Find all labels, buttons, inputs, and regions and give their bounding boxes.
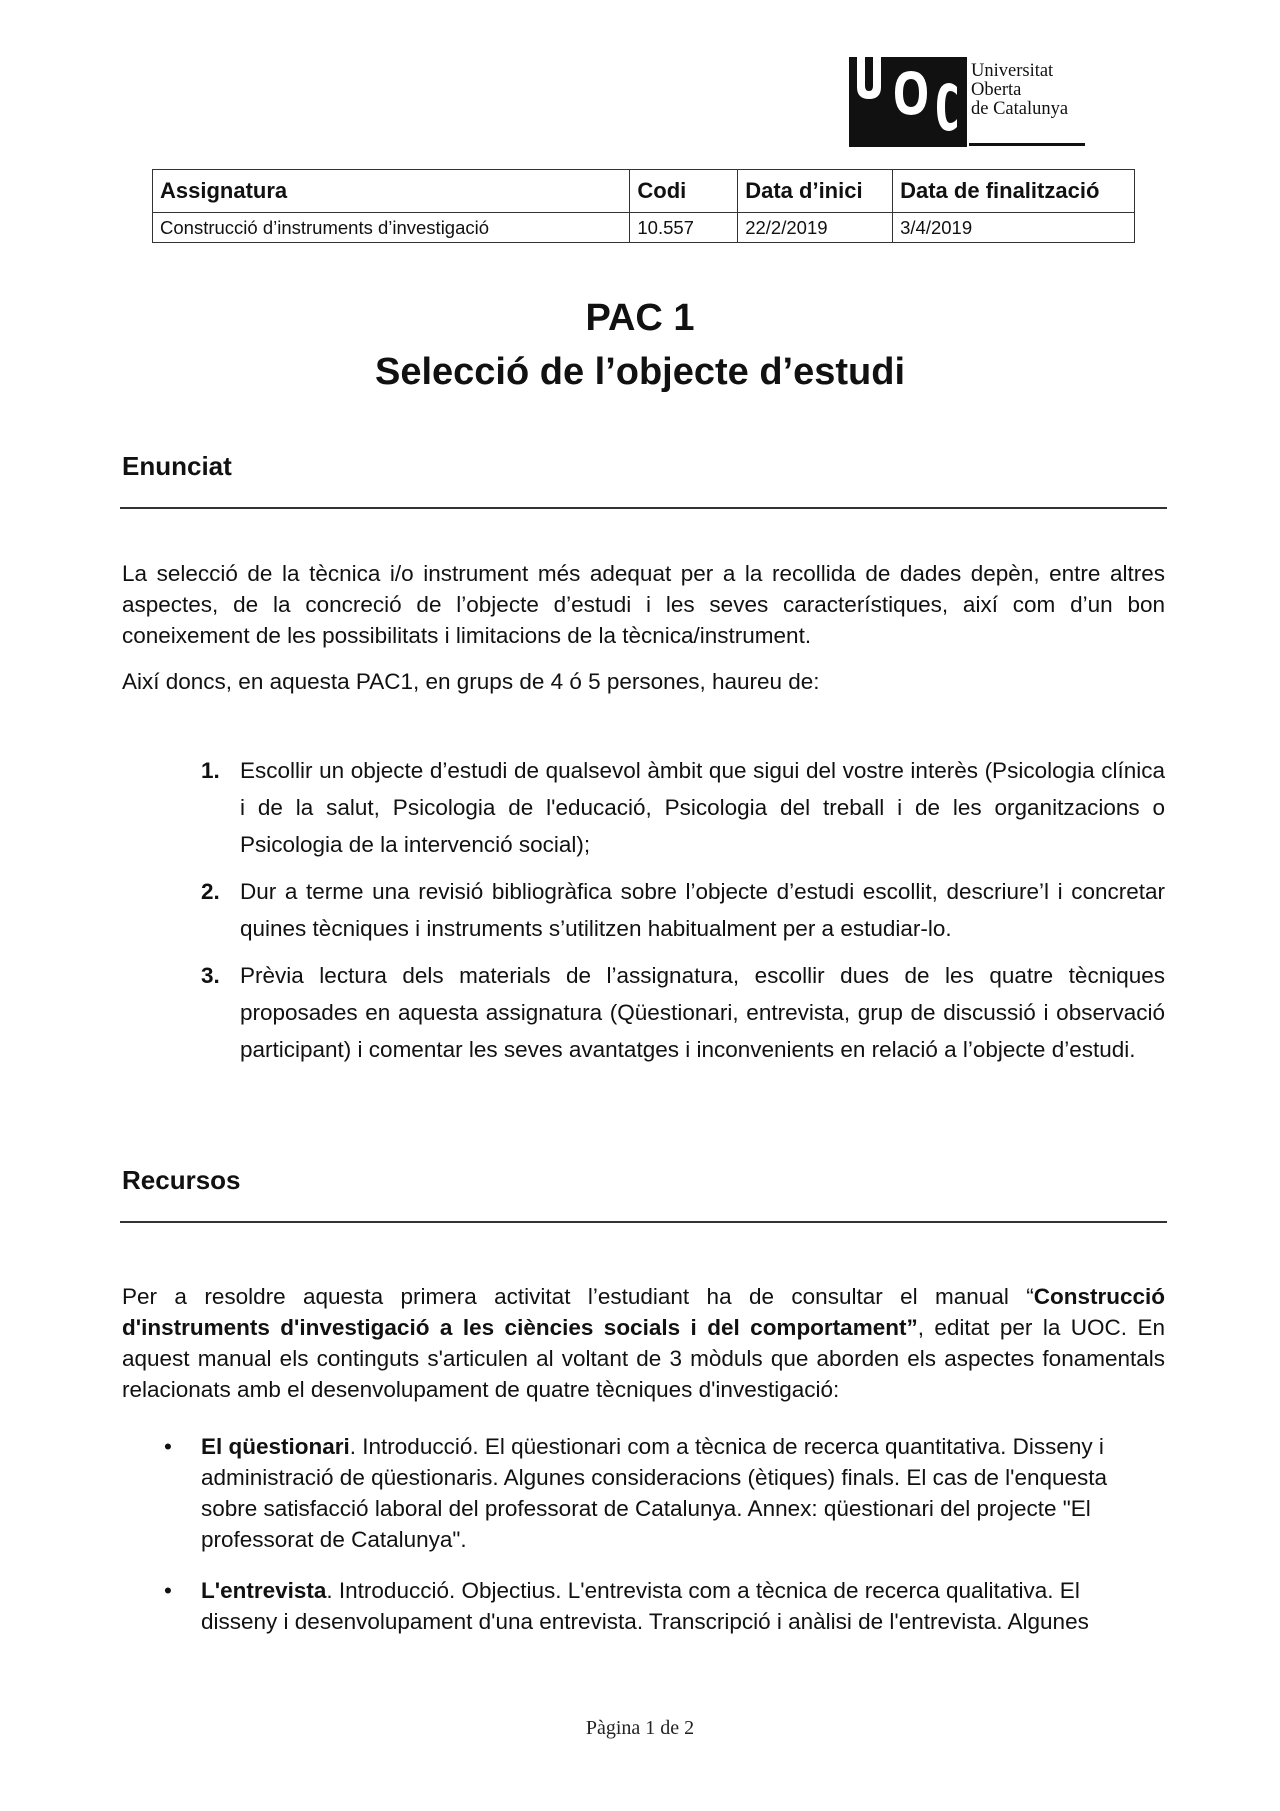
cell-assignatura: Construcció d’instruments d’investigació xyxy=(153,213,630,243)
uoc-logo-wordmark xyxy=(971,62,1068,119)
uoc-logo-mark xyxy=(849,57,967,147)
section-heading-recursos: Recursos xyxy=(122,1165,241,1195)
recursos-paragraph xyxy=(122,1281,1165,1405)
logo-line-catalunya: de Catalunya xyxy=(971,99,1069,119)
list-number: 2. xyxy=(201,879,220,904)
module-description: . Introducció. El qüestionari com a tècnica de recerca quantitativa. Disseny i administració de qüestionaris. Algunes consideracions (ètiques) finals. El cas de l'enquesta sobre satisfacció laboral del professorat de Catalunya. Annex: qüestionari del projecte "El professorat de Catalunya". xyxy=(201,1434,1108,1552)
cell-data-inici: 22/2/2019 xyxy=(738,213,893,243)
header-data-finalitzacio: Data de finalització xyxy=(893,170,1135,213)
header-data-inici: Data d’inici xyxy=(738,170,893,213)
section-heading-enunciat: Enunciat xyxy=(122,451,232,481)
list-item xyxy=(195,752,1165,863)
module-name: L'entrevista xyxy=(201,1578,327,1603)
section-divider xyxy=(120,1221,1167,1223)
recursos-intro-text: Per a resoldre aquesta primera activitat l’estudiant ha de consultar el manual “ xyxy=(122,1284,1034,1309)
table-row xyxy=(153,213,1135,243)
list-item-text: Escollir un objecte d’estudi de qualsevol àmbit que sigui del vostre interès (Psicologia clínica i de la salut, Psicologia de l'educació, Psicologia del treball i de les organitzacions o Psicologia de la intervenció social); xyxy=(240,758,1165,857)
page-subtitle: Selecció de l’objecte d’estudi xyxy=(374,351,906,393)
page-footer: Pàgina 1 de 2 xyxy=(585,1717,695,1739)
cell-data-finalitzacio: 3/4/2019 xyxy=(893,213,1135,243)
section-divider xyxy=(120,507,1167,509)
list-item-text: Prèvia lectura dels materials de l’assignatura, escollir dues de les quatre tècniques proposades en aquesta assignatura (Qüestionari, entrevista, grup de discussió i observació participant) i comentar les seves avantatges i inconvenients en relació a l’objecte d’estudi. xyxy=(240,963,1165,1062)
uoc-logo xyxy=(849,57,1085,147)
course-info-table xyxy=(152,169,1135,243)
module-name: El qüestionari xyxy=(201,1434,350,1459)
logo-line-universitat: Universitat xyxy=(971,61,1054,81)
manual-title: Construcció d'instruments d'investigació a les ciències socials i del comportament” xyxy=(122,1284,1165,1340)
logo-underline xyxy=(969,143,1085,146)
list-number: 3. xyxy=(201,963,220,988)
recursos-intro-continuation: , editat per la UOC. En aquest manual els continguts s'articulen al voltant de 3 mòduls que aborden els aspectes fonamentals relacionats amb el desenvolupament de quatre tècniques d'investigació: xyxy=(122,1315,1165,1402)
list-item xyxy=(162,1431,1152,1555)
table-header-row xyxy=(153,170,1135,213)
header-assignatura: Assignatura xyxy=(153,170,630,213)
task-list xyxy=(195,752,1165,1078)
enunciat-paragraph-2: Així doncs, en aquesta PAC1, en grups de 4 ó 5 persones, haureu de: xyxy=(122,669,820,694)
list-item-text: Dur a terme una revisió bibliogràfica sobre l’objecte d’estudi escollit, descriure’l i concretar quines tècniques i instruments s’utilitzen habitualment per a estudiar-lo. xyxy=(240,879,1165,941)
module-description: . Introducció. Objectius. L'entrevista com a tècnica de recerca qualitativa. El disseny i desenvolupament d'una entrevista. Transcripció i anàlisi de l'entrevista. Algunes xyxy=(201,1578,1089,1634)
bullet-icon: • xyxy=(164,1434,172,1459)
bullet-icon: • xyxy=(164,1578,172,1603)
modules-list xyxy=(162,1431,1152,1657)
logo-line-oberta: Oberta xyxy=(971,80,1022,100)
cell-codi: 10.557 xyxy=(630,213,738,243)
list-item xyxy=(162,1575,1152,1637)
enunciat-paragraph-1: La selecció de la tècnica i/o instrument més adequat per a la recollida de dades depèn, entre altres aspectes, de la concreció de l’objecte d’estudi i les seves característiques, així com d’un bon coneixement de les possibilitats i limitacions de la tècnica/instrument. xyxy=(122,561,1165,648)
list-item xyxy=(195,873,1165,947)
page-title: PAC 1 xyxy=(585,297,695,339)
list-number: 1. xyxy=(201,758,220,783)
header-codi: Codi xyxy=(630,170,738,213)
list-item xyxy=(195,957,1165,1068)
